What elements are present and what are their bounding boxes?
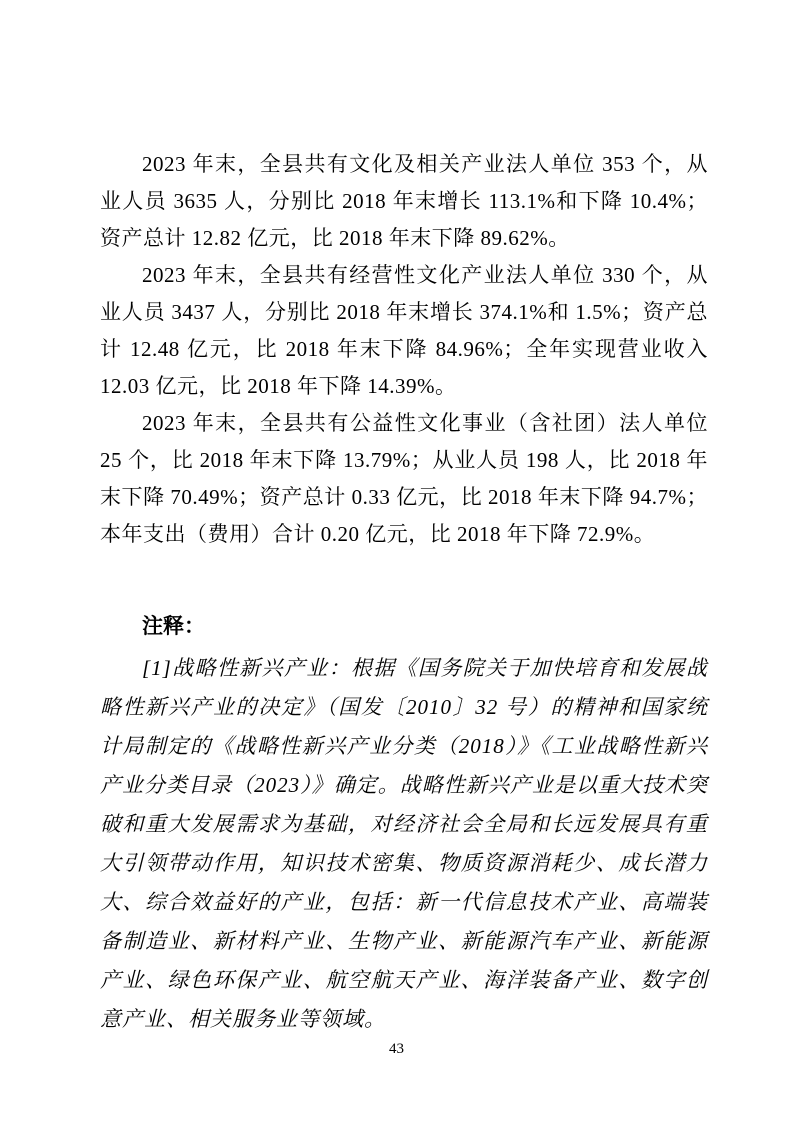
paragraph-culture-related-industry-stats: 2023 年末，全县共有文化及相关产业法人单位 353 个，从业人员 3635 人，分别比 2018 年末增长 113.1%和下降 10.4%；资产总计 12.82 亿元，比 2018 年末下降 89.62%。: [100, 152, 708, 250]
note-item-strategic-emerging-industries: [1]战略性新兴产业：根据《国务院关于加快培育和发展战略性新兴产业的决定》（国发〔2010〕32 号）的精神和国家统计局制定的《战略性新兴产业分类（2018）》《工业战略性新兴产业分类目录（2023）》确定。战略性新兴产业是以重大技术突破和重大发展需求为基础，对经济社会全局和长远发展具有重大引领带动作用，知识技术密集、物质资源消耗少、成长潜力大、综合效益好的产业，包括：新一代信息技术产业、高端装备制造业、新材料产业、生物产业、新能源汽车产业、新能源产业、绿色环保产业、航空航天产业、海洋装备产业、数字创意产业、相关服务业等领域。: [100, 656, 708, 1031]
page-number: 43: [389, 1041, 404, 1057]
notes-heading: 注释：: [142, 615, 205, 638]
paragraph-commercial-culture-industry-stats: 2023 年末，全县共有经营性文化产业法人单位 330 个，从业人员 3437 人，分别比 2018 年末增长 374.1%和 1.5%；资产总计 12.48 亿元，比 2018 年末下降 84.96%；全年实现营业收入 12.03 亿元，比 2018 年下降 14.39%。: [100, 263, 708, 398]
paragraph-public-welfare-culture-stats: 2023 年末，全县共有公益性文化事业（含社团）法人单位 25 个，比 2018 年末下降 13.79%；从业人员 198 人，比 2018 年末下降 70.49%；资产总计 0.33 亿元，比 2018 年末下降 94.7%；本年支出（费用）合计 0.20 亿元，比 2018 年下降 72.9%。: [100, 411, 708, 546]
page-content: [100, 146, 708, 1039]
